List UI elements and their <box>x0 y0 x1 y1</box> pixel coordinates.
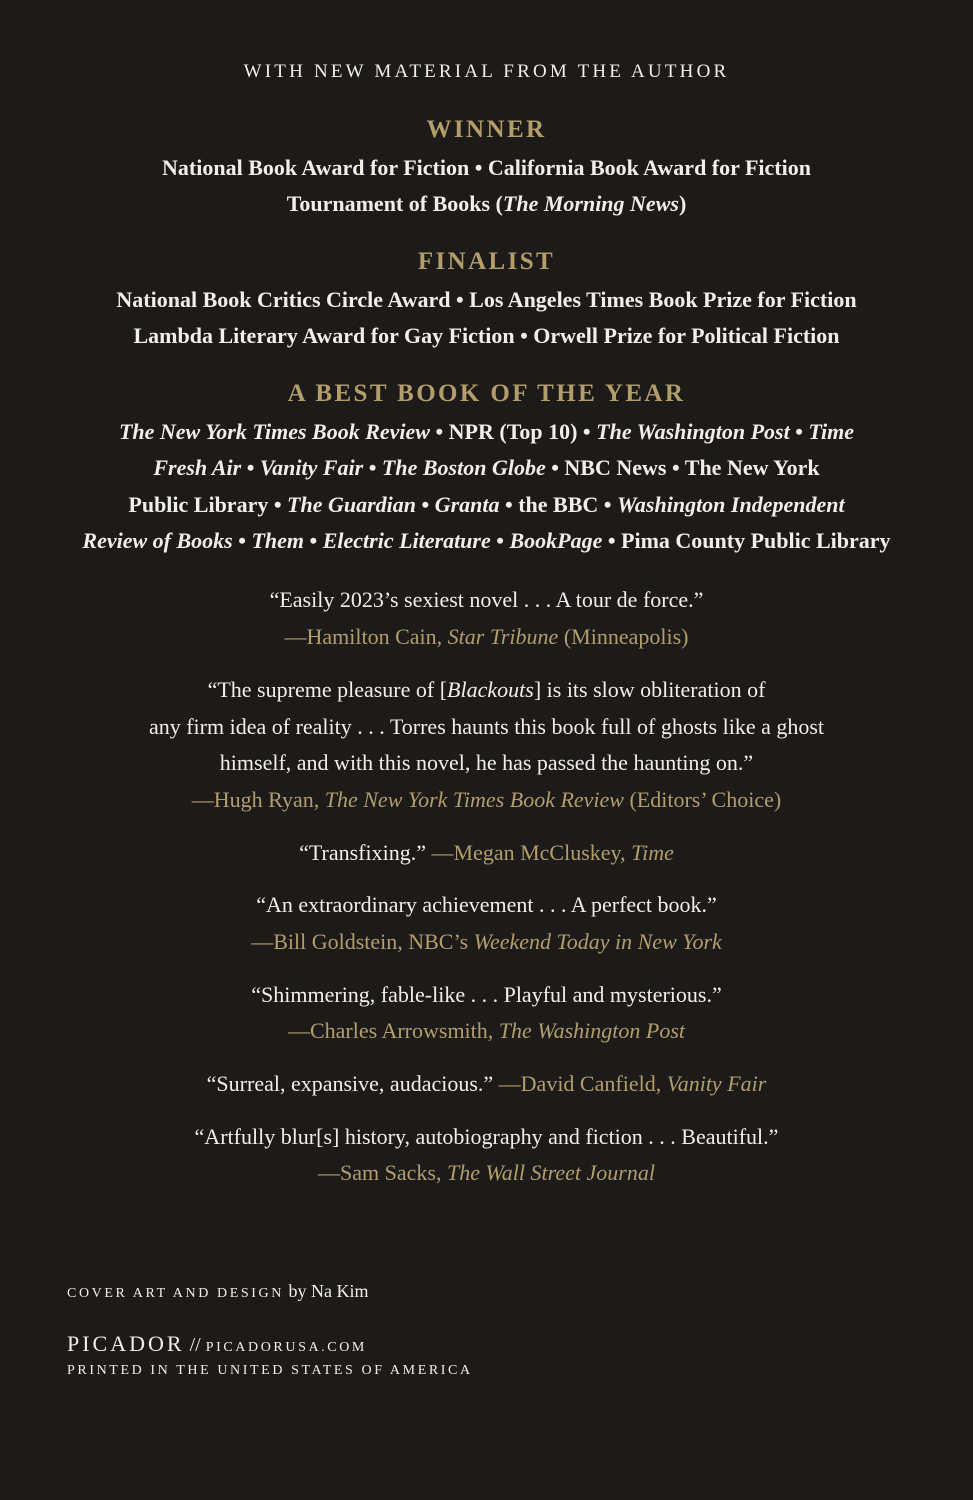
winner-line-2: Tournament of Books (The Morning News) <box>286 191 687 216</box>
quote-4-text: “An extraordinary achievement . . . A perfect book.” <box>256 892 717 917</box>
quote-2-line-2: any firm idea of reality . . . Torres haunts this book full of ghosts like a ghost <box>148 714 825 739</box>
best-book-line-3: Public Library • The Guardian • Granta • the BBC • Washington Independent <box>128 492 845 517</box>
winner-line-1: National Book Award for Fiction • California Book Award for Fiction <box>162 155 811 180</box>
quote-5-attribution: —Charles Arrowsmith, The Washington Post <box>287 1018 686 1043</box>
printed-in: PRINTED IN THE UNITED STATES OF AMERICA <box>67 1363 473 1378</box>
winner-heading: WINNER <box>426 116 547 143</box>
publisher-line: PICADOR // PICADORUSA.COM <box>67 1331 367 1356</box>
quote-7-text: “Artfully blur[s] history, autobiography and fiction . . . Beautiful.” <box>194 1124 779 1149</box>
best-book-line-4: Review of Books • Them • Electric Literature • BookPage • Pima County Public Library <box>82 528 891 553</box>
finalist-heading: FINALIST <box>417 248 556 275</box>
quote-1-attribution: —Hamilton Cain, Star Tribune (Minneapolis) <box>284 624 689 649</box>
best-book-line-2: Fresh Air • Vanity Fair • The Boston Globe • NBC News • The New York <box>153 455 820 480</box>
quote-3: “Transfixing.” —Megan McCluskey, Time <box>299 840 674 865</box>
header-tagline: WITH NEW MATERIAL FROM THE AUTHOR <box>243 61 730 82</box>
finalist-line-1: National Book Critics Circle Award • Los Angeles Times Book Prize for Fiction <box>116 287 857 312</box>
quote-5-text: “Shimmering, fable-like . . . Playful and mysterious.” <box>251 982 722 1007</box>
best-book-heading: A BEST BOOK OF THE YEAR <box>287 380 686 407</box>
cover-credit: COVER ART AND DESIGN by Na Kim <box>67 1281 369 1301</box>
quote-2-line-1: “The supreme pleasure of [Blackouts] is its slow obliteration of <box>207 677 766 702</box>
quote-2-line-3: himself, and with this novel, he has passed the haunting on.” <box>219 750 754 775</box>
quote-6: “Surreal, expansive, audacious.” —David Canfield, Vanity Fair <box>206 1071 767 1096</box>
quote-2-attribution: —Hugh Ryan, The New York Times Book Review (Editors’ Choice) <box>191 787 782 812</box>
quote-7-attribution: —Sam Sacks, The Wall Street Journal <box>318 1160 655 1185</box>
quote-1-text: “Easily 2023’s sexiest novel . . . A tour de force.” <box>269 587 704 612</box>
finalist-line-2: Lambda Literary Award for Gay Fiction • Orwell Prize for Political Fiction <box>133 323 840 348</box>
best-book-line-1: The New York Times Book Review • NPR (Top 10) • The Washington Post • Time <box>118 419 855 444</box>
quote-4-attribution: —Bill Goldstein, NBC’s Weekend Today in New York <box>251 929 722 954</box>
